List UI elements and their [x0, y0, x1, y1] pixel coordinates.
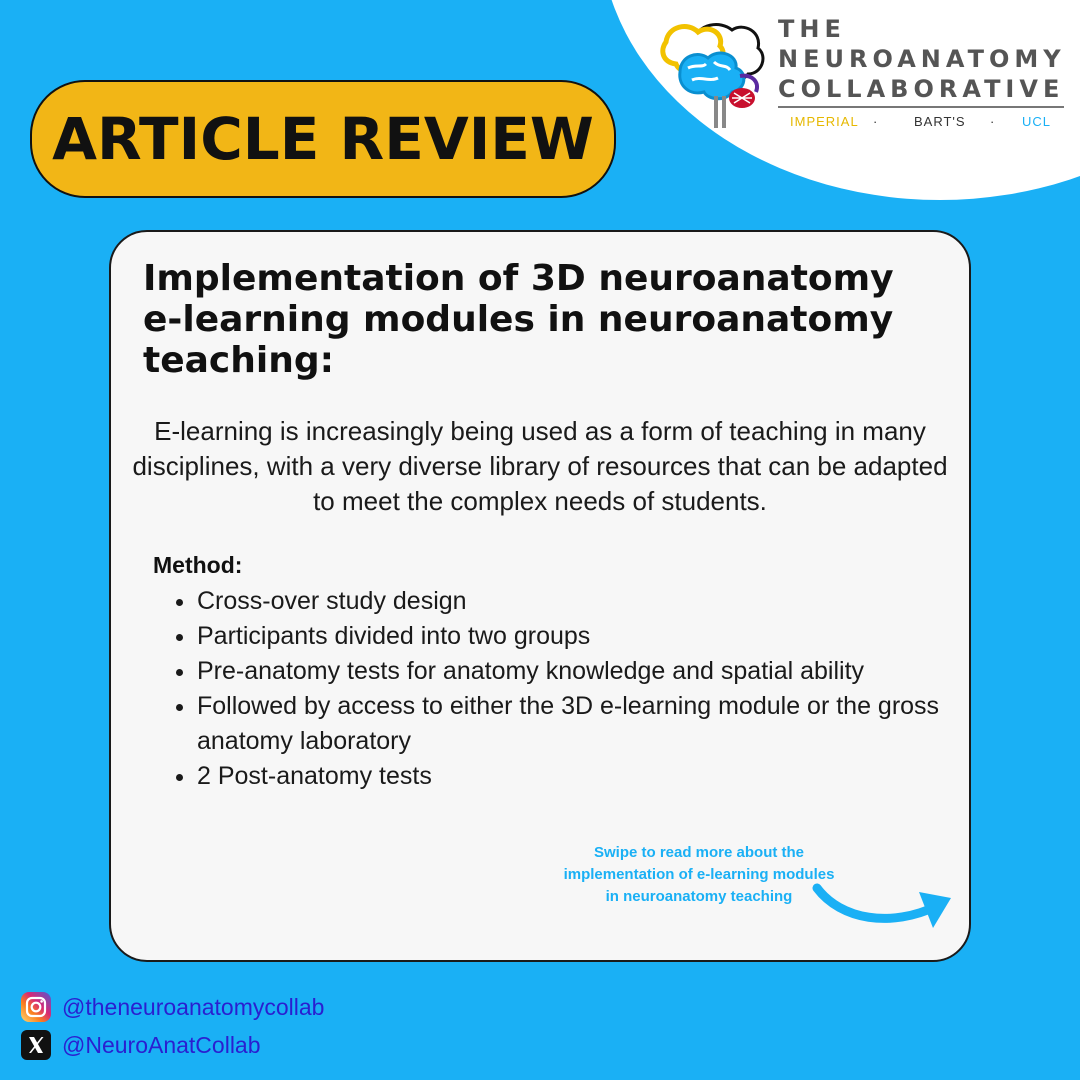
- separator-dot: ·: [873, 114, 879, 129]
- university-barts: BART'S: [914, 114, 966, 129]
- brand-divider: [778, 106, 1064, 108]
- x-handle[interactable]: @NeuroAnatCollab: [62, 1031, 261, 1058]
- article-review-badge: [30, 80, 616, 198]
- university-list: [778, 114, 1068, 134]
- list-item: • Pre-anatomy tests for anatomy knowledge and spatial ability: [197, 654, 977, 689]
- list-item: • Participants divided into two groups: [197, 619, 977, 654]
- instagram-row[interactable]: [20, 990, 324, 1024]
- brain-logo-icon: [658, 18, 770, 133]
- university-imperial: IMPERIAL: [790, 114, 859, 129]
- x-icon: [20, 1029, 52, 1061]
- article-review-label: ARTICLE REVIEW: [52, 105, 594, 173]
- brand-line-neuroanatomy: NEUROANATOMY: [778, 45, 1066, 73]
- list-item: • Followed by access to either the 3D e-learning module or the gross anatomy laboratory: [197, 689, 977, 759]
- method-list: [153, 584, 977, 794]
- brand-line-the: THE: [778, 15, 846, 43]
- curved-arrow-icon: [811, 880, 961, 950]
- brand-logo-text: [778, 14, 1068, 134]
- x-row[interactable]: [20, 1028, 261, 1062]
- brand-line-collaborative: COLLABORATIVE: [778, 75, 1065, 103]
- instagram-icon: [20, 991, 52, 1023]
- swipe-prompt: Swipe to read more about the implementation of e-learning modules in neuroanatomy teaching: [563, 844, 835, 905]
- university-ucl: UCL: [1022, 114, 1052, 129]
- article-intro: E-learning is increasingly being used as a form of teaching in many disciplines, with a very diverse library of resources that can be adapted to meet the complex needs of students.: [132, 416, 948, 516]
- method-heading: Method:: [153, 552, 243, 578]
- list-item: • 2 Post-anatomy tests: [197, 759, 977, 794]
- instagram-handle[interactable]: @theneuroanatomycollab: [62, 993, 325, 1020]
- list-item: • Cross-over study design: [197, 584, 977, 619]
- article-title: Implementation of 3D neuroanatomy e-learning modules in neuroanatomy teaching:: [143, 258, 894, 381]
- article-card: [109, 230, 971, 962]
- separator-dot: ·: [990, 114, 996, 129]
